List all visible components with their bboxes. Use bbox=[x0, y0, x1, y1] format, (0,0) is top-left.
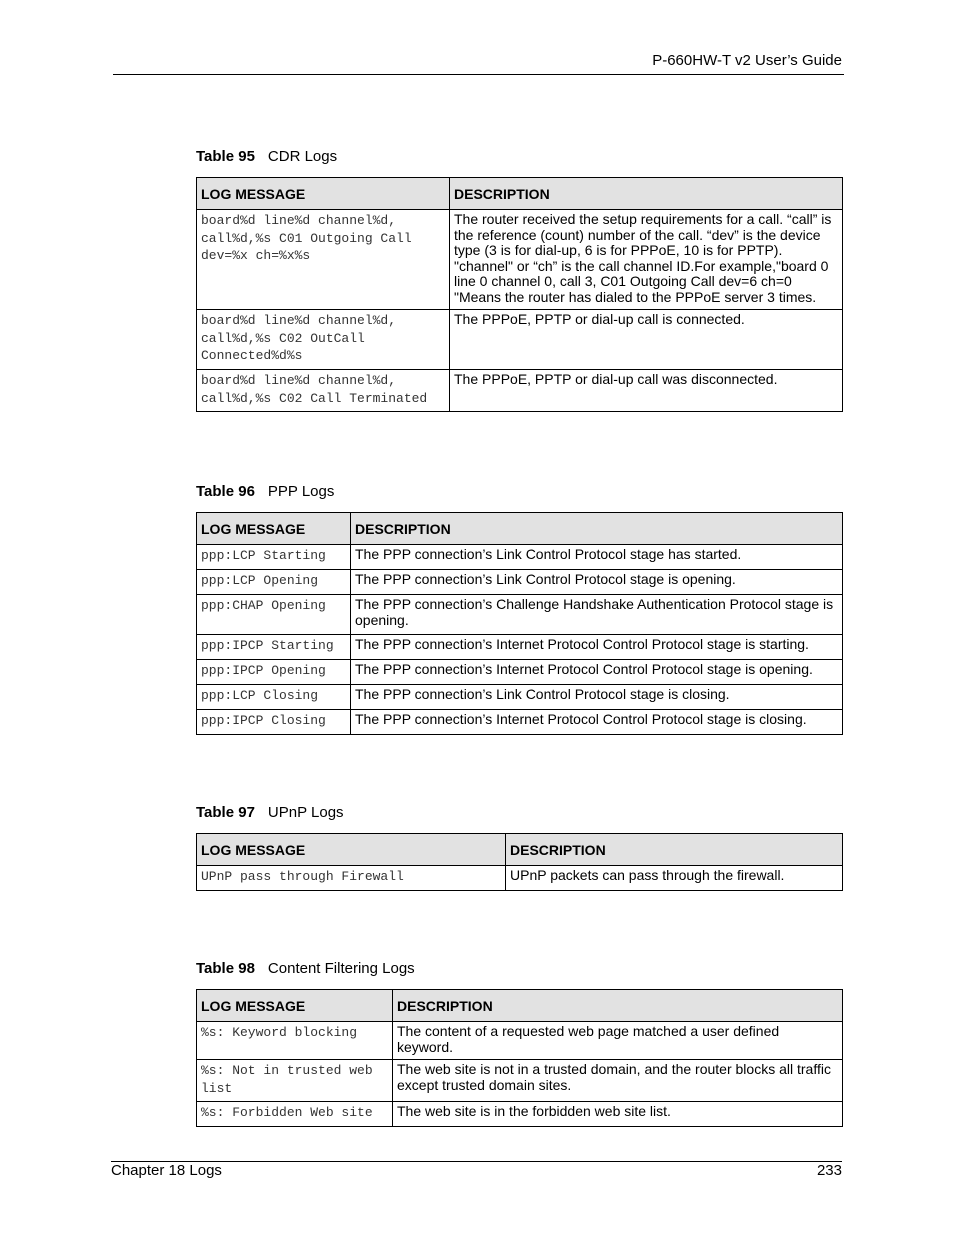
table-row bbox=[197, 545, 843, 570]
log-message-cell: %s: Forbidden Web site bbox=[197, 1102, 393, 1127]
log-message-cell: board%d line%d channel%d, call%d,%s C02 Call Terminated bbox=[197, 370, 450, 412]
table-title: PPP Logs bbox=[267, 483, 335, 500]
description-cell: The PPPoE, PPTP or dial-up call is connected. bbox=[450, 310, 843, 370]
log-message-cell: board%d line%d channel%d, call%d,%s C01 Outgoing Call dev=%x ch=%x%s bbox=[197, 210, 450, 310]
table-title: CDR Logs bbox=[267, 148, 338, 165]
description-cell: The PPP connection’s Link Control Protocol stage has started. bbox=[351, 545, 843, 570]
log-table bbox=[196, 177, 843, 412]
column-header-description: DESCRIPTION bbox=[393, 990, 843, 1022]
description-cell: The PPP connection’s Internet Protocol Control Protocol stage is opening. bbox=[351, 660, 843, 685]
page-number: 233 bbox=[816, 1162, 842, 1179]
column-header-log-message: LOG MESSAGE bbox=[197, 178, 450, 210]
column-header-log-message: LOG MESSAGE bbox=[197, 990, 393, 1022]
table-header-row bbox=[197, 513, 843, 545]
column-header-log-message: LOG MESSAGE bbox=[197, 513, 351, 545]
log-message-cell: ppp:LCP Opening bbox=[197, 570, 351, 595]
description-cell: UPnP packets can pass through the firewall. bbox=[506, 866, 843, 891]
description-cell: The PPP connection’s Link Control Protocol stage is opening. bbox=[351, 570, 843, 595]
description-cell: The content of a requested web page matched a user defined keyword. bbox=[393, 1022, 843, 1060]
table-row bbox=[197, 370, 843, 412]
column-header-description: DESCRIPTION bbox=[351, 513, 843, 545]
table-caption bbox=[196, 482, 842, 502]
header-divider bbox=[113, 74, 844, 75]
table-cdr-logs bbox=[196, 147, 842, 412]
description-cell: The PPP connection’s Internet Protocol Control Protocol stage is starting. bbox=[351, 635, 843, 660]
table-number: Table 96 bbox=[196, 483, 255, 500]
log-table bbox=[196, 512, 843, 735]
log-message-cell: %s: Not in trusted web list bbox=[197, 1060, 393, 1102]
table-caption bbox=[196, 803, 842, 823]
description-cell: The web site is in the forbidden web site list. bbox=[393, 1102, 843, 1127]
table-header-row bbox=[197, 178, 843, 210]
table-caption bbox=[196, 147, 842, 167]
table-number: Table 98 bbox=[196, 960, 255, 977]
log-table bbox=[196, 833, 843, 891]
log-message-cell: board%d line%d channel%d, call%d,%s C02 OutCall Connected%d%s bbox=[197, 310, 450, 370]
log-table bbox=[196, 989, 843, 1127]
log-message-cell: ppp:IPCP Closing bbox=[197, 710, 351, 735]
table-header-row bbox=[197, 990, 843, 1022]
table-row bbox=[197, 710, 843, 735]
table-row bbox=[197, 310, 843, 370]
table-title: UPnP Logs bbox=[267, 804, 344, 821]
log-message-cell: ppp:LCP Closing bbox=[197, 685, 351, 710]
column-header-log-message: LOG MESSAGE bbox=[197, 834, 506, 866]
column-header-description: DESCRIPTION bbox=[506, 834, 843, 866]
description-cell: The PPP connection’s Challenge Handshake Authentication Protocol stage is opening. bbox=[351, 595, 843, 635]
log-message-cell: UPnP pass through Firewall bbox=[197, 866, 506, 891]
table-row bbox=[197, 660, 843, 685]
table-header-row bbox=[197, 834, 843, 866]
log-message-cell: ppp:CHAP Opening bbox=[197, 595, 351, 635]
description-cell: The PPPoE, PPTP or dial-up call was disconnected. bbox=[450, 370, 843, 412]
table-row bbox=[197, 595, 843, 635]
log-message-cell: ppp:IPCP Starting bbox=[197, 635, 351, 660]
table-row bbox=[197, 866, 843, 891]
table-row bbox=[197, 1102, 843, 1127]
column-header-description: DESCRIPTION bbox=[450, 178, 843, 210]
table-row bbox=[197, 635, 843, 660]
table-ppp-logs bbox=[196, 482, 842, 735]
table-upnp-logs bbox=[196, 803, 842, 891]
table-caption bbox=[196, 959, 842, 979]
table-number: Table 97 bbox=[196, 804, 255, 821]
table-row bbox=[197, 570, 843, 595]
table-number: Table 95 bbox=[196, 148, 255, 165]
footer-chapter: Chapter 18 Logs bbox=[111, 1162, 222, 1179]
table-content-filtering-logs bbox=[196, 959, 842, 1127]
log-message-cell: %s: Keyword blocking bbox=[197, 1022, 393, 1060]
document-title: P-660HW-T v2 User’s Guide bbox=[652, 52, 842, 69]
description-cell: The web site is not in a trusted domain, and the router blocks all traffic except trusted domain sites. bbox=[393, 1060, 843, 1102]
table-row bbox=[197, 1022, 843, 1060]
description-cell: The PPP connection’s Internet Protocol Control Protocol stage is closing. bbox=[351, 710, 843, 735]
table-title: Content Filtering Logs bbox=[267, 960, 415, 977]
table-row bbox=[197, 1060, 843, 1102]
description-cell: The PPP connection’s Link Control Protocol stage is closing. bbox=[351, 685, 843, 710]
log-message-cell: ppp:IPCP Opening bbox=[197, 660, 351, 685]
log-message-cell: ppp:LCP Starting bbox=[197, 545, 351, 570]
table-row bbox=[197, 685, 843, 710]
table-row bbox=[197, 210, 843, 310]
description-cell: The router received the setup requirements for a call. “call” is the reference (count) number of the call. “dev” is the device type (3 is for dial-up, 6 is for PPPoE, 10 is for PPTP). "channel" or “ch” is the call channel ID.For example,"board 0 line 0 channel 0, call 3, C01 Outgoing Call dev=6 ch=0 "Means the router has dialed to the PPPoE server 3 times. bbox=[450, 210, 843, 310]
